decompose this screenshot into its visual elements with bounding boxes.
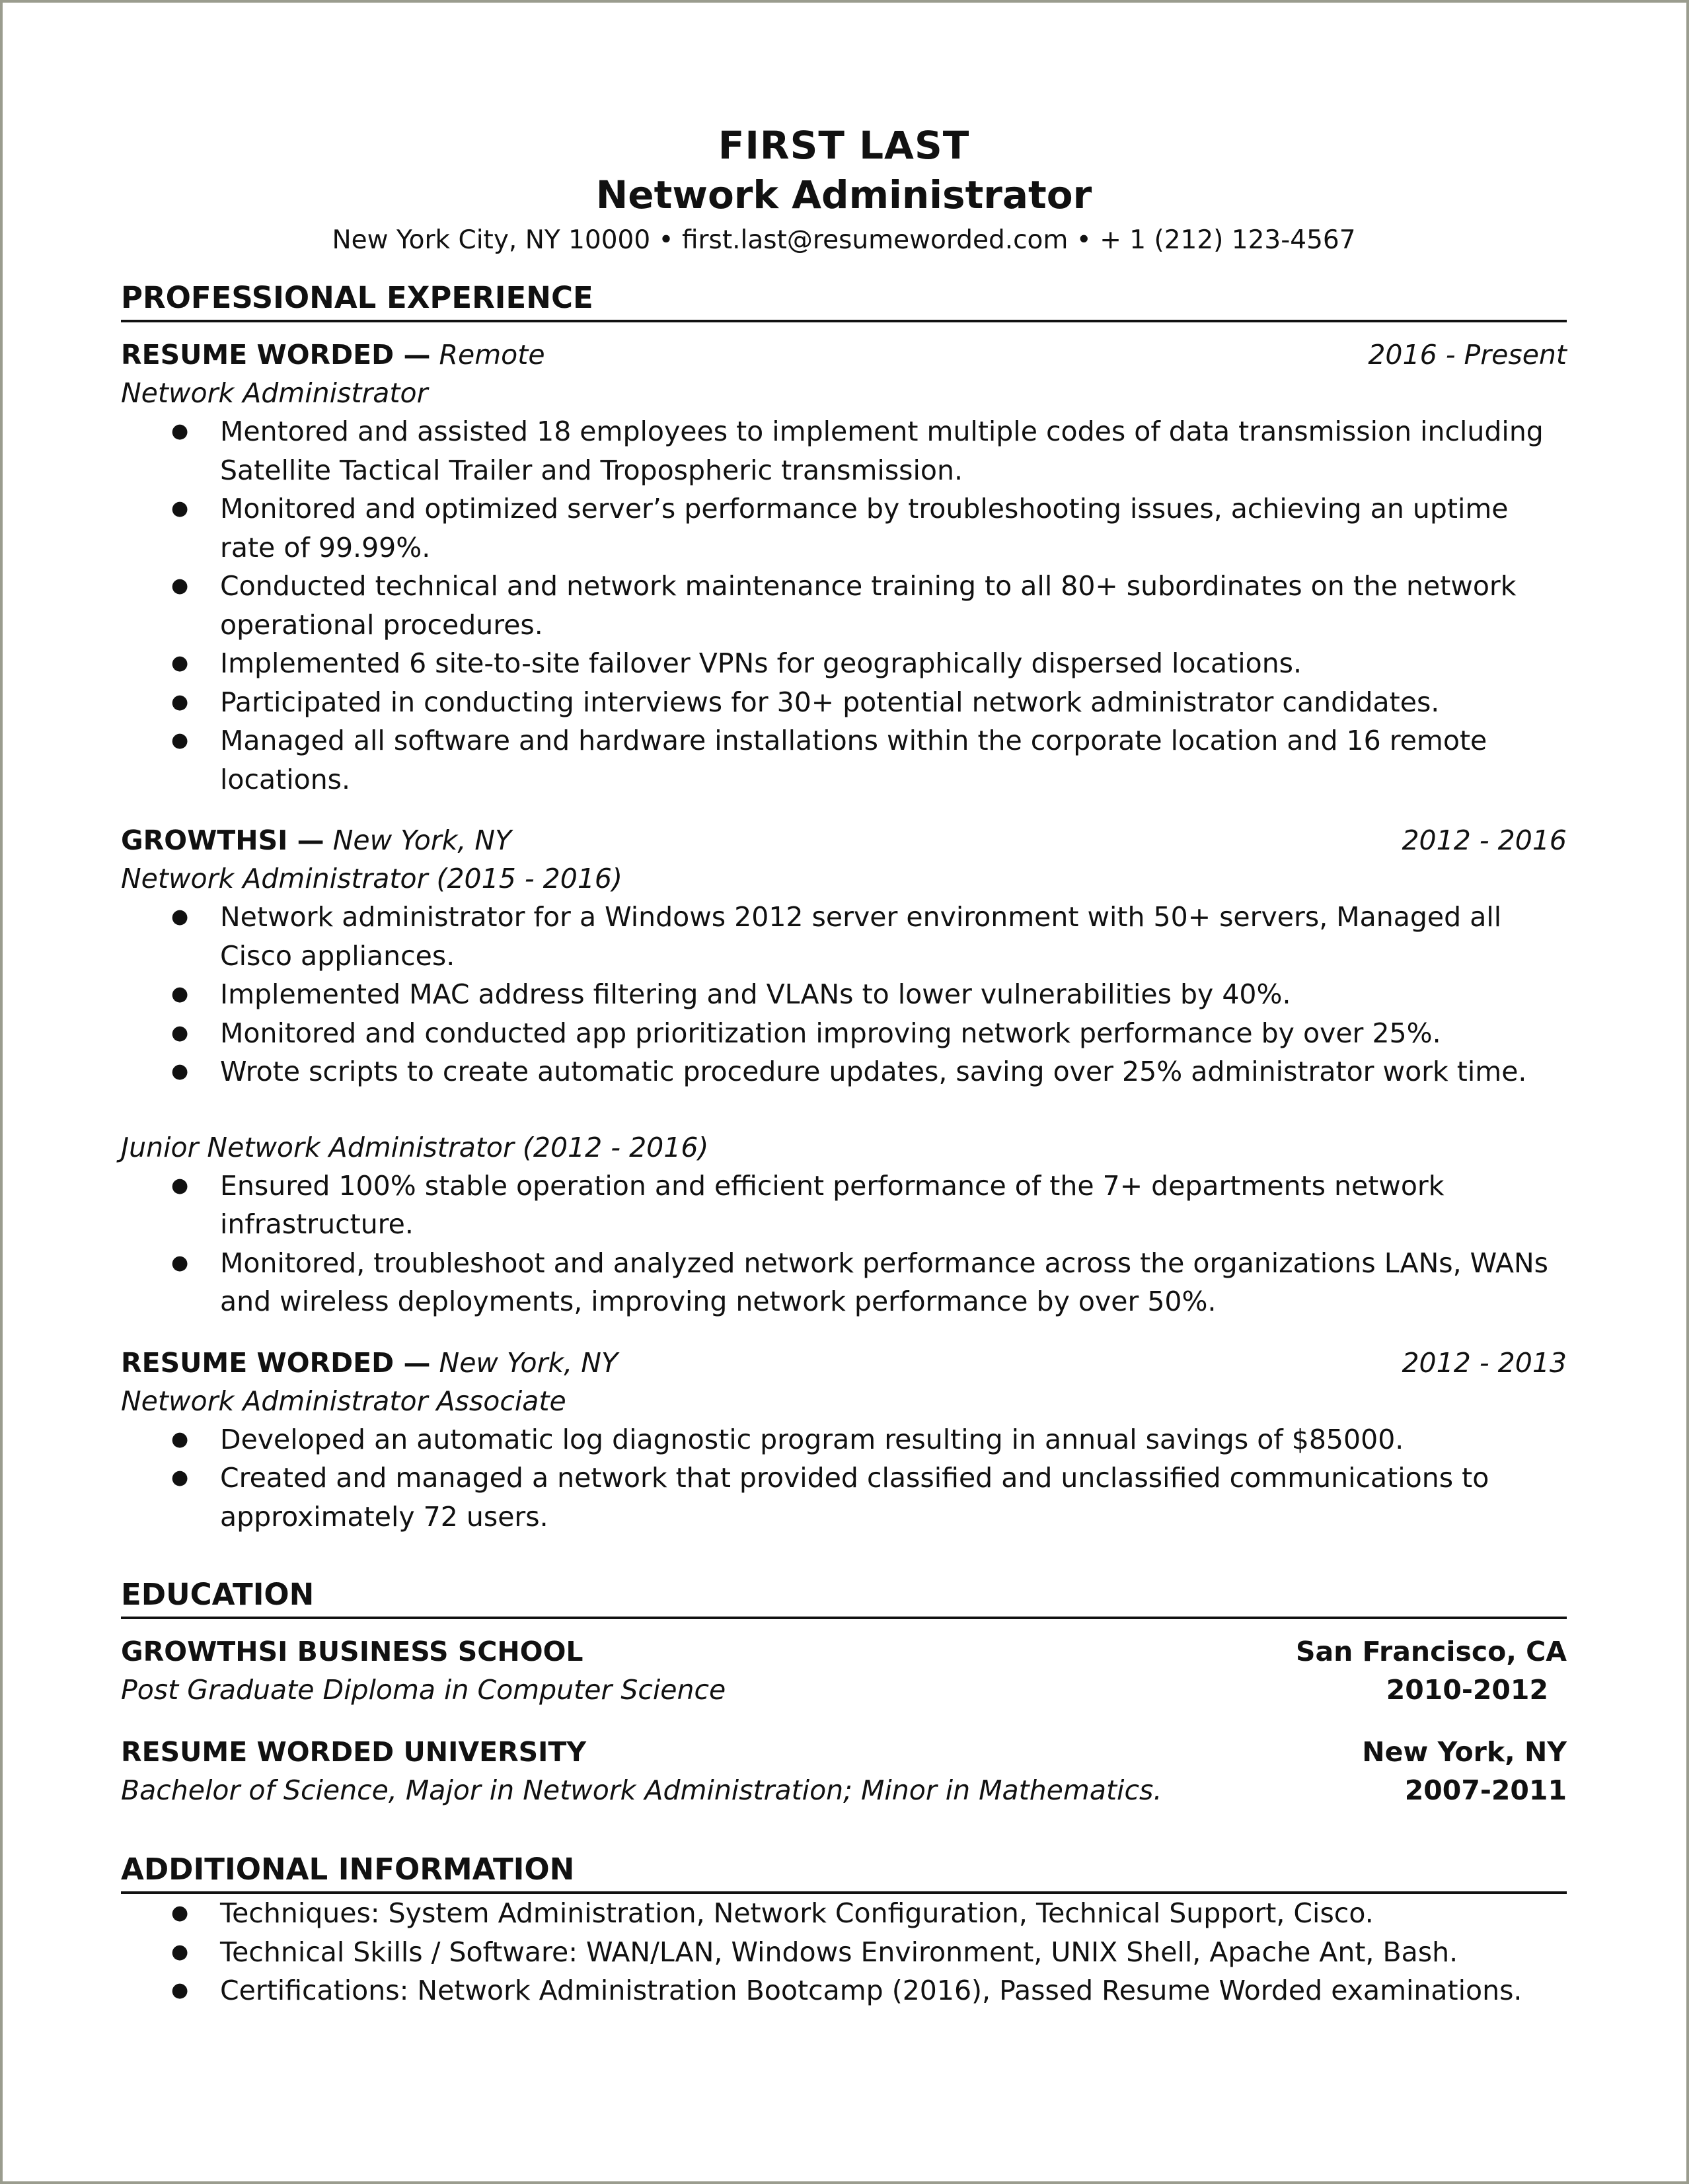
list-item [121, 1971, 1567, 2010]
job-location: Remote [439, 339, 545, 371]
education-entry [121, 1632, 1567, 1709]
bullet-icon: ● [171, 690, 189, 713]
bullet-icon: ● [171, 419, 189, 443]
bullet-icon: ● [171, 729, 189, 752]
job-entry [121, 1344, 1567, 1537]
bullet-icon: ● [171, 1427, 189, 1451]
bullet-text: Developed an automatic log diagnostic program resulting in annual savings of $85000. [220, 1423, 1404, 1455]
bullet-text: Monitored and conducted app prioritization improving network performance by over 25%. [220, 1017, 1441, 1049]
list-item [121, 898, 1567, 975]
bullet-text: Network administrator for a Windows 2012 server environment with 50+ servers, Managed all Cisco appliances. [220, 901, 1502, 972]
bullet-icon: ● [171, 1060, 189, 1083]
list-item [121, 567, 1567, 644]
job-employer [121, 336, 545, 374]
job-header [121, 1344, 1567, 1382]
bullet-text: Techniques: System Administration, Network Configuration, Technical Support, Cisco. [220, 1897, 1374, 1929]
candidate-name: FIRST LAST [718, 123, 970, 168]
bullet-icon: ● [171, 905, 189, 928]
list-item [121, 1459, 1567, 1536]
bullet-text: Ensured 100% stable operation and efficient performance of the 7+ departments network infrastructure. [220, 1169, 1445, 1240]
bullet-text: Wrote scripts to create automatic procedure updates, saving over 25% administrator work time. [220, 1056, 1527, 1087]
bullet-text: Implemented MAC address filtering and VLANs to lower vulnerabilities by 40%. [220, 978, 1291, 1010]
job-subtitle: Junior Network Administrator (2012 - 2016) [121, 1131, 709, 1163]
bullet-icon: ● [171, 651, 189, 674]
list-item [121, 721, 1567, 799]
resume-header [121, 120, 1567, 260]
list-item [121, 683, 1567, 722]
list-item [121, 975, 1567, 1014]
list-item [121, 1933, 1567, 1972]
bullet-icon: ● [171, 1901, 189, 1924]
section-title-experience: PROFESSIONAL EXPERIENCE [121, 279, 1567, 322]
resume-page [121, 120, 1567, 2010]
list-item [121, 490, 1567, 567]
job-location: New York, NY [439, 1346, 618, 1379]
job-title: Network Administrator [121, 377, 428, 409]
list-item [121, 412, 1567, 490]
list-item [121, 1894, 1567, 1933]
school-location: New York, NY [1362, 1736, 1567, 1768]
degree: Post Graduate Diploma in Computer Science [121, 1674, 726, 1706]
school-location: San Francisco, CA [1295, 1636, 1567, 1667]
list-item [121, 1052, 1567, 1091]
bullet-text: Monitored, troubleshoot and analyzed network performance across the organizations LANs, WANs and wireless deployments, improving network performance by over 50%. [220, 1247, 1549, 1317]
list-item [121, 1014, 1567, 1053]
contact-line: New York City, NY 10000 • first.last@resumeworded.com • + 1 (212) 123-4567 [332, 225, 1356, 255]
education-details [121, 1671, 1567, 1709]
job-sub-bullets [121, 1167, 1567, 1321]
bullet-text: Created and managed a network that provided classified and unclassified communications to approximately 72 users. [220, 1462, 1489, 1533]
job-employer [121, 1344, 618, 1382]
job-title: Network Administrator Associate [121, 1385, 566, 1417]
education-header [121, 1632, 1567, 1671]
list-item [121, 1420, 1567, 1459]
bullet-text: Conducted technical and network maintenance training to all 80+ subordinates on the network operational procedures. [220, 570, 1517, 641]
job-entry [121, 821, 1567, 1321]
school-name: GROWTHSI BUSINESS SCHOOL [121, 1636, 583, 1667]
section-title-additional: ADDITIONAL INFORMATION [121, 1850, 1567, 1894]
bullet-icon: ● [171, 982, 189, 1005]
job-company: GROWTHSI — [121, 824, 324, 856]
job-header [121, 821, 1567, 859]
job-dates: 2012 - 2013 [1402, 1346, 1567, 1379]
list-item [121, 1167, 1567, 1244]
bullet-text: Managed all software and hardware installations within the corporate location and 16 remote locations. [220, 725, 1487, 795]
bullet-icon: ● [171, 497, 189, 520]
bullet-icon: ● [171, 1251, 189, 1274]
job-location: New York, NY [332, 824, 512, 856]
additional-bullets [121, 1894, 1567, 2010]
bullet-text: Certifications: Network Administration Bootcamp (2016), Passed Resume Worded examinations. [220, 1975, 1522, 2006]
school-name: RESUME WORDED UNIVERSITY [121, 1736, 587, 1768]
education-details [121, 1771, 1567, 1809]
job-header [121, 336, 1567, 374]
job-bullets [121, 412, 1567, 799]
bullet-text: Implemented 6 site-to-site failover VPNs for geographically dispersed locations. [220, 647, 1302, 679]
job-employer [121, 821, 511, 859]
education-header [121, 1733, 1567, 1771]
list-item [121, 644, 1567, 683]
section-title-education: EDUCATION [121, 1576, 1567, 1619]
bullet-icon: ● [171, 1979, 189, 2002]
bullet-icon: ● [171, 1940, 189, 1963]
job-dates: 2016 - Present [1368, 339, 1567, 371]
bullet-icon: ● [171, 1173, 189, 1197]
job-bullets [121, 898, 1567, 1091]
bullet-text: Participated in conducting interviews for 30+ potential network administrator candidates. [220, 686, 1440, 718]
job-bullets [121, 1420, 1567, 1537]
job-company: RESUME WORDED — [121, 1346, 431, 1379]
degree: Bachelor of Science, Major in Network Administration; Minor in Mathematics. [121, 1774, 1162, 1806]
education-dates: 2010-2012 [1386, 1674, 1548, 1706]
education-dates: 2007-2011 [1404, 1774, 1567, 1806]
bullet-text: Monitored and optimized server’s performance by troubleshooting issues, achieving an uptime rate of 99.99%. [220, 493, 1509, 564]
bullet-icon: ● [171, 1021, 189, 1044]
job-company: RESUME WORDED — [121, 339, 431, 371]
job-entry [121, 336, 1567, 799]
list-item [121, 1244, 1567, 1321]
bullet-text: Mentored and assisted 18 employees to implement multiple codes of data transmission including Satellite Tactical Trailer and Tropospheric transmission. [220, 416, 1544, 486]
bullet-text: Technical Skills / Software: WAN/LAN, Windows Environment, UNIX Shell, Apache Ant, Bash. [220, 1936, 1458, 1968]
candidate-role: Network Administrator [595, 172, 1092, 217]
job-dates: 2012 - 2016 [1402, 824, 1567, 856]
job-title: Network Administrator (2015 - 2016) [121, 863, 623, 894]
bullet-icon: ● [171, 574, 189, 597]
education-entry [121, 1733, 1567, 1809]
bullet-icon: ● [171, 1466, 189, 1489]
